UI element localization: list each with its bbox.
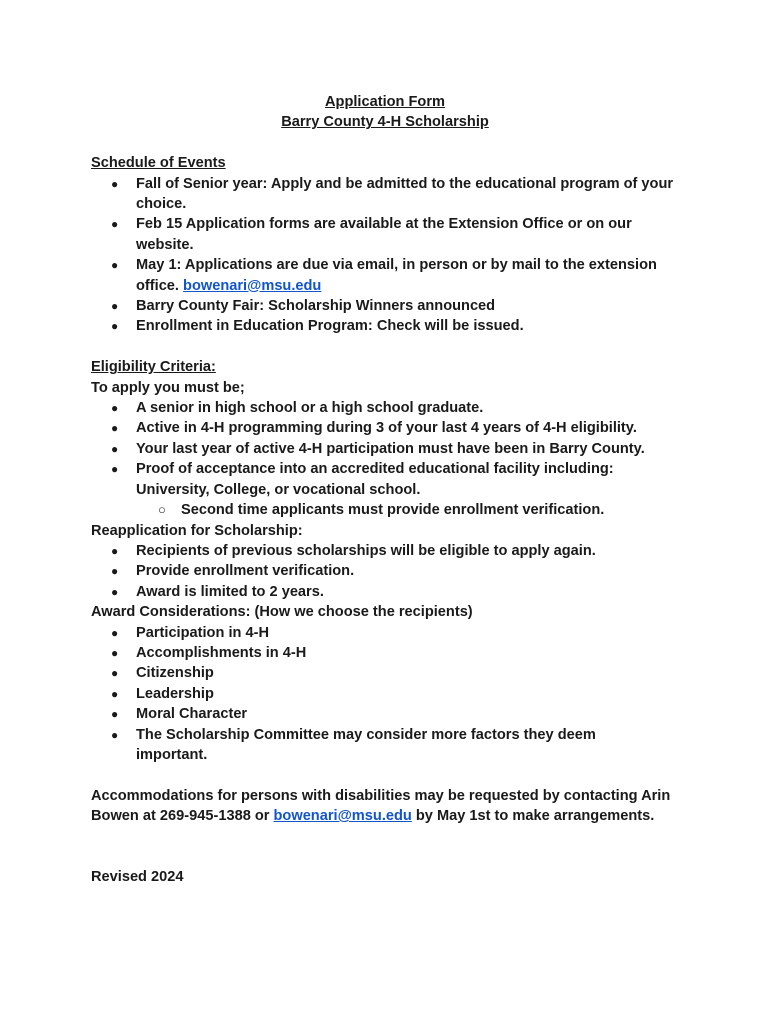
list-item: ● Moral Character [91,704,691,724]
form-subtitle: Barry County 4-H Scholarship [281,114,489,131]
email-link[interactable]: bowenari@msu.edu [183,277,322,294]
award-heading: Award Considerations: (How we choose the recipients) [91,604,473,621]
list-item: ● Fall of Senior year: Apply and be admitted to the educational program of your choice. [91,174,691,215]
list-item: ● Participation in 4-H [91,623,691,643]
reapplication-list [91,541,691,602]
spacer [91,765,691,785]
list-item: ● Active in 4-H programming during 3 of your last 4 years of 4-H eligibility. [91,418,691,438]
eligibility-sublist [136,500,691,520]
eligibility-list [91,398,691,520]
list-item: ● Citizenship [91,663,691,683]
form-title: Application Form [325,94,445,110]
spacer [91,133,691,153]
list-item: ● May 1: Applications are due via email, in person or by mail to the extension office. bowenari@msu.edu [91,255,691,296]
list-item: ● Award is limited to 2 years. [91,582,691,602]
spacer [91,827,691,868]
list-item: ● Feb 15 Application forms are available at the Extension Office or on our website. [91,214,691,255]
email-link[interactable]: bowenari@msu.edu [273,808,412,825]
list-item: ● Enrollment in Education Program: Check will be issued. [91,316,691,336]
list-item: ● The Scholarship Committee may consider more factors they deem important. [91,725,691,766]
eligibility-heading: Eligibility Criteria: [91,359,216,376]
list-item: ● Accomplishments in 4-H [91,643,691,663]
award-list [91,623,691,766]
spacer [91,337,691,357]
list-item: ● Proof of acceptance into an accredited educational facility including: University, College, or vocational school. ○ Second time applicants must provide enrollment verification. [91,459,691,520]
list-item: ● Leadership [91,684,691,704]
eligibility-intro: To apply you must be; [91,379,245,396]
list-item: ● A senior in high school or a high school graduate. [91,398,691,418]
schedule-heading: Schedule of Events [91,155,226,172]
list-item: ● Recipients of previous scholarships will be eligible to apply again. [91,541,691,561]
reapplication-heading: Reapplication for Scholarship: [91,522,303,539]
revised-note: Revised 2024 [91,869,184,886]
document-page [91,92,691,888]
list-item: ● Provide enrollment verification. [91,561,691,581]
schedule-list [91,174,691,337]
sub-list-item: ○ Second time applicants must provide enrollment verification. [136,500,691,520]
accommodations-paragraph: Accommodations for persons with disabilities may be requested by contacting Arin Bowen at 269-945-1388 or bowenari@msu.edu by May 1st to make arrangements. [91,787,671,825]
list-item: ● Your last year of active 4-H participation must have been in Barry County. [91,439,691,459]
list-item: ● Barry County Fair: Scholarship Winners announced [91,296,691,316]
